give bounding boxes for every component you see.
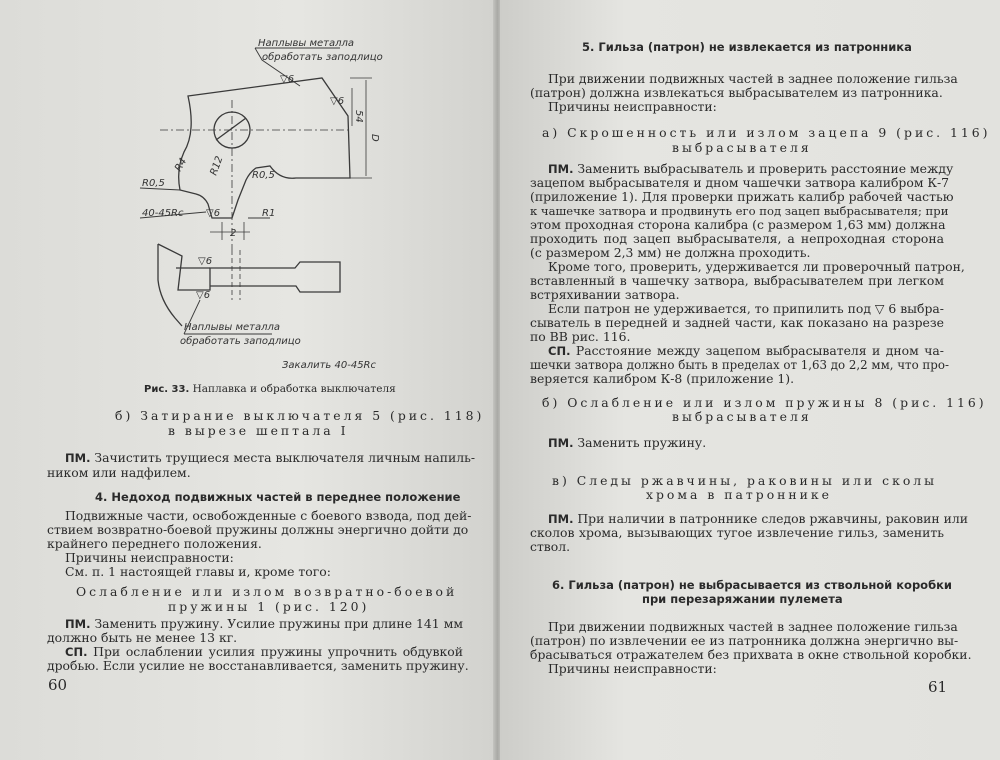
section-6-title-line1: 6. Гильза (патрон) не выбрасывается из ствольной коробки [552, 578, 952, 592]
p4-line4: Причины неисправности: [65, 550, 234, 565]
subheading-b-line2: в вырезе шептала I [168, 423, 349, 438]
subheading-b2-line1: б) Ослабление или излом пружины 8 (рис. 116) [542, 395, 987, 410]
fig-note-top-2: обработать заподлицо [262, 52, 383, 63]
fig-dim-d: D [369, 134, 380, 142]
subheading-b-line1: б) Затирание выключателя 5 (рис. 118) [115, 408, 485, 423]
subheading-a-line2: выбрасывателя [672, 140, 812, 155]
fig-tri6-b: ▽6 [330, 96, 345, 107]
fig-note-bot-1: Наплывы металла [184, 322, 281, 333]
fig-dim-2: 2 [230, 228, 237, 239]
p5-line1: При движении подвижных частей в заднее положение гильза [548, 71, 958, 86]
subheading-osl-line2: пружины 1 (рис. 120) [168, 599, 370, 614]
pm-5-line2: сколов хрома, вызывающих тугое извлечение гильз, заменить [530, 525, 944, 540]
sp-2-line3: веряется калибром К-8 (приложение 1). [530, 371, 795, 386]
fig-r4: R4 [173, 156, 190, 174]
p8-line3: брасываться отражателем без прихвата в окне ствольной коробки. [530, 647, 972, 662]
subheading-v-line1: в) Следы ржавчины, раковины или сколы [552, 473, 938, 488]
pm-3-line1: ПМ. Заменить выбрасыватель и проверить расстояние между [548, 161, 954, 176]
p5-line2: (патрон) должна извлекаться выбрасывателем из патронника. [530, 85, 943, 100]
subheading-a-line1: а) Скрошенность или излом зацепа 9 (рис. 116) [542, 125, 991, 140]
fig-harden-tag: 40-45Rc [142, 208, 184, 219]
p4-line1: Подвижные части, освобожденные с боевого взвода, под дей- [65, 508, 472, 523]
pm-3-line5: этом проходная сторона калибра (с размером 1,63 мм) должна [530, 217, 946, 232]
p6-line3: встряхивании затвора. [530, 287, 680, 302]
pm-3-line4: к чашечке затвора и продвинуть его под зацеп выбрасывателя; при [530, 204, 949, 218]
pm-5-line1: ПМ. При наличии в патроннике следов ржавчины, раковин или [548, 511, 968, 526]
sp-2-line2: шечки затвора должно быть в пределах от 1,63 до 2,2 мм, что про- [530, 358, 949, 372]
fig-tri6-a: ▽6 [280, 74, 295, 85]
p8-line1: При движении подвижных частей в заднее положение гильза [548, 619, 958, 634]
p7-line1: Если патрон не удерживается, то припилить под ▽ 6 выбра- [548, 301, 944, 316]
sp-1-line2: дробью. Если усилие не восстанавливается, заменить пружину. [47, 658, 469, 673]
caption-text: Наплавка и обработка выключателя [189, 383, 396, 395]
p8-line4: Причины неисправности: [548, 661, 717, 676]
pm-label: ПМ. [65, 451, 91, 465]
figure-caption [144, 382, 396, 397]
pm-1-line2: ником или надфилем. [47, 465, 191, 480]
fig-r05-a: R0,5 [142, 178, 165, 189]
p7-line3: по ВВ рис. 116. [530, 329, 631, 344]
fig-tri6-c: ▽6 [206, 208, 221, 219]
fig-r12: R12 [208, 154, 226, 178]
section-4-title: 4. Недоход подвижных частей в переднее положение [95, 490, 461, 504]
page-number-right: 61 [928, 678, 948, 696]
p6-line2: вставленный в чашечку затвора, выбрасывателем при легком [530, 273, 944, 288]
pm-2-line1: ПМ. Заменить пружину. Усилие пружины при длине 141 мм [65, 616, 463, 631]
pm-4-line1: ПМ. Заменить пружину. [548, 435, 707, 450]
pm-3-line2: зацепом выбрасывателя и дном чашечки затвора калибром К-7 [530, 175, 950, 190]
p4-line3: крайнего переднего положения. [47, 536, 262, 551]
fig-harden-note: Закалить 40-45Rc [282, 360, 376, 371]
pm-5-line3: ствол. [530, 539, 571, 554]
figure-33-drawing [0, 0, 496, 380]
p4-line2: ствием возвратно-боевой пружины должны энергично дойти до [47, 522, 469, 537]
p6-line1: Кроме того, проверить, удерживается ли проверочный патрон, [548, 259, 965, 274]
pm-3-line6: проходить под зацеп выбрасывателя, а непроходная сторона [530, 231, 944, 246]
p8-line2: (патрон) по извлечении ее из патронника должна энергично вы- [530, 633, 959, 648]
fig-tri6-d: ▽6 [198, 256, 213, 267]
subheading-b2-line2: выбрасывателя [672, 409, 812, 424]
fig-r05-b: R0,5 [252, 170, 275, 181]
sp-1-line1: СП. При ослаблении усилия пружины упрочнить обдувкой [65, 644, 463, 659]
pm-3-line3: (приложение 1). Для проверки прижать калибр рабочей частью [530, 189, 954, 204]
p5-line3: Причины неисправности: [548, 99, 717, 114]
pm-2-line2: должно быть не менее 13 кг. [47, 630, 238, 645]
caption-label: Рис. 33. [144, 384, 190, 395]
subheading-v-line2: хрома в патроннике [646, 487, 833, 502]
page-number-left: 60 [48, 676, 68, 694]
fig-note-top-1: Наплывы металла [258, 38, 355, 49]
p4-line5: См. п. 1 настоящей главы и, кроме того: [65, 564, 331, 579]
fig-tri6-e: ▽6 [196, 290, 211, 301]
right-page [500, 0, 1000, 760]
fig-dim-54: 54 [353, 110, 364, 123]
subheading-osl-line1: Ослабление или излом возвратно-боевой [76, 584, 458, 599]
sp-2-line1: СП. Расстояние между зацепом выбрасывателя и дном ча- [548, 343, 944, 358]
left-page [0, 0, 496, 760]
section-6-title-line2: при перезаряжании пулемета [642, 592, 843, 606]
pm-1-line1: ПМ. Зачистить трущиеся места выключателя личным напиль- [65, 450, 476, 465]
fig-r1: R1 [262, 208, 276, 219]
fig-note-bot-2: обработать заподлицо [180, 336, 301, 347]
section-5-title: 5. Гильза (патрон) не извлекается из патронника [582, 40, 912, 54]
p7-line2: сыватель в передней и задней части, как показано на разрезе [530, 315, 944, 330]
pm-3-line7: (с размером 2,3 мм) не должна проходить. [530, 245, 811, 260]
